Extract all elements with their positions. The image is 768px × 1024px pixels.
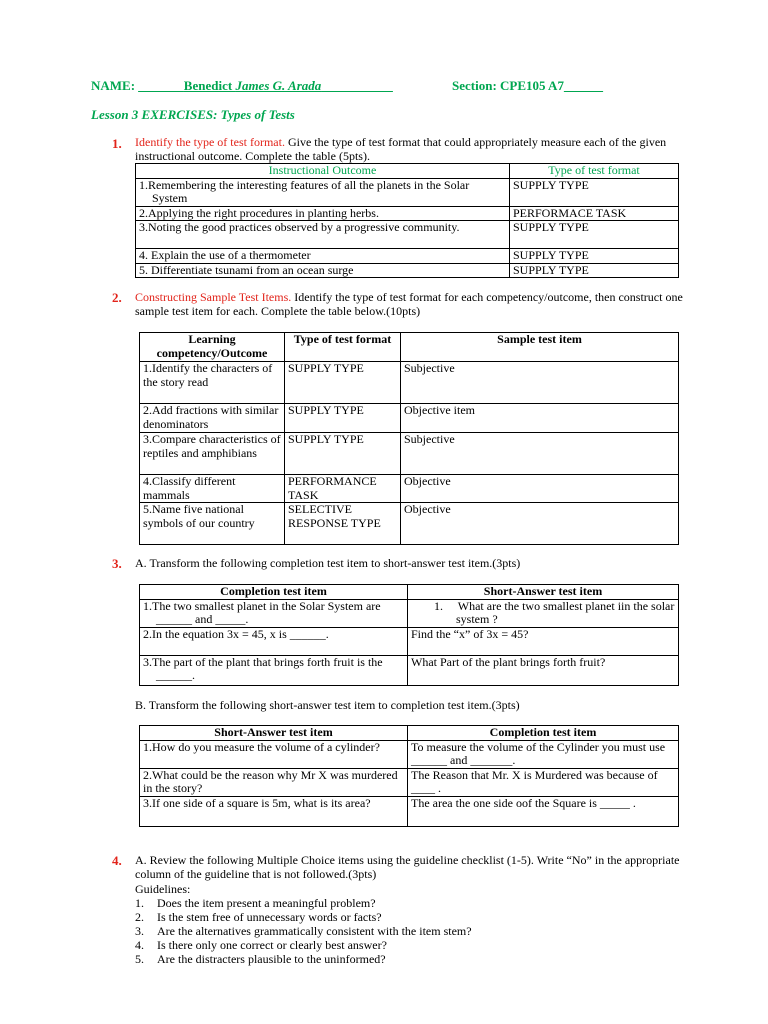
q3b-cell: The area the one side oof the Square is _____ .: [408, 796, 679, 826]
list-item: [135, 952, 472, 966]
list-item: [135, 924, 472, 938]
q3b-instructions: B. Transform the following short-answer test item to completion test item.(3pts): [135, 698, 520, 712]
guideline-text: Does the item present a meaningful problem?: [157, 896, 376, 910]
q2-cell: Subjective: [401, 362, 679, 404]
q2-header-sample: Sample test item: [401, 333, 679, 362]
name-line: [91, 78, 393, 94]
q2-cell: 5.Name five national symbols of our country: [140, 503, 285, 545]
q2-cell: 4.Classify different mammals: [140, 475, 285, 503]
q2-cell: PERFORMANCE TASK: [285, 475, 401, 503]
guideline-number: 2.: [135, 910, 144, 924]
name-first: Benedict: [183, 78, 236, 93]
q2-header-competency: Learning competency/Outcome: [140, 333, 285, 362]
q3a-table: [139, 584, 679, 686]
table-row: [136, 221, 679, 249]
q3a-header-completion: Completion test item: [140, 585, 408, 600]
q1-number: 1.: [112, 136, 122, 151]
q4-guidelines: [135, 882, 472, 966]
q1-cell: SUPPLY TYPE: [510, 178, 679, 206]
guidelines-list: [135, 896, 472, 966]
table-row: [140, 796, 679, 826]
q3b-cell: 1.How do you measure the volume of a cylinder?: [140, 740, 408, 768]
q2-cell: 1.Identify the characters of the story read: [140, 362, 285, 404]
table-row: [140, 740, 679, 768]
name-blank-suffix: ___________: [321, 78, 393, 93]
q2-text: Identify the type of test format for each competency/outcome, then construct one sample test item for each. Complete the table below.(10pts): [135, 290, 683, 318]
table-row: [136, 206, 679, 221]
q3a-instructions: A. Transform the following completion test item to short-answer test item.(3pts): [135, 556, 521, 570]
table-row: [140, 475, 679, 503]
table-row: [140, 503, 679, 545]
q3-number: 3.: [112, 556, 122, 571]
lesson-title: Lesson 3 EXERCISES: Types of Tests: [91, 107, 295, 122]
guideline-text: Is the stem free of unnecessary words or facts?: [157, 910, 382, 924]
table-row: [136, 263, 679, 278]
q2-instructions: [135, 291, 683, 318]
q2-cell: SUPPLY TYPE: [285, 433, 401, 475]
q3a-cell: 1.The two smallest planet in the Solar System are ______ and _____.: [140, 599, 408, 627]
name-value: [138, 78, 392, 93]
table-row: [140, 404, 679, 433]
q2-cell: Objective: [401, 503, 679, 545]
q2-cell: 2.Add fractions with similar denominators: [140, 404, 285, 433]
q1-cell: 4. Explain the use of a thermometer: [136, 249, 510, 264]
name-rest: James G. Arada: [235, 78, 322, 93]
q3b-header-completion: Completion test item: [408, 726, 679, 741]
q1-cell: SUPPLY TYPE: [510, 221, 679, 249]
q3a-cell: 3.The part of the plant that brings forth fruit is the ______.: [140, 655, 408, 685]
q1-cell: 1.Remembering the interesting features of all the planets in the Solar System: [136, 178, 510, 206]
table-row: [136, 178, 679, 206]
guideline-text: Is there only one correct or clearly best answer?: [157, 938, 387, 952]
guideline-text: Are the alternatives grammatically consistent with the item stem?: [157, 924, 472, 938]
q3a-cell: 2.In the equation 3x = 45, x is ______.: [140, 627, 408, 655]
q1-header-format: Type of test format: [510, 164, 679, 179]
q2-cell: Objective item: [401, 404, 679, 433]
q2-cell: SUPPLY TYPE: [285, 362, 401, 404]
table-row: [140, 599, 679, 627]
guideline-number: 1.: [135, 896, 144, 910]
q4-instructions: A. Review the following Multiple Choice items using the guideline checklist (1-5). Write “No” in the appropriate column of the guideline that is not followed.(3pts): [135, 853, 680, 881]
q2-number: 2.: [112, 290, 122, 305]
q3a-cell: 1. What are the two smallest planet iin the solar system ?: [408, 599, 679, 627]
q1-header-outcome: Instructional Outcome: [136, 164, 510, 179]
q3b-cell: To measure the volume of the Cylinder you must use ______ and _______.: [408, 740, 679, 768]
q2-table: [139, 332, 679, 545]
table-row: [136, 249, 679, 264]
list-item: [135, 910, 472, 924]
list-item: [135, 896, 472, 910]
q3b-header-short: Short-Answer test item: [140, 726, 408, 741]
q1-cell: 3.Noting the good practices observed by a progressive community.: [136, 221, 510, 249]
q2-cell: 3.Compare characteristics of reptiles and amphibians: [140, 433, 285, 475]
q2-lead: Constructing Sample Test Items.: [135, 290, 292, 304]
q2-cell: SUPPLY TYPE: [285, 404, 401, 433]
q1-table: [135, 163, 679, 278]
q1-cell: SUPPLY TYPE: [510, 249, 679, 264]
guideline-text: Are the distracters plausible to the uninformed?: [157, 952, 386, 966]
list-item: [135, 938, 472, 952]
q1-cell: SUPPLY TYPE: [510, 263, 679, 278]
q1-lead: Identify the type of test format.: [135, 135, 285, 149]
q2-header-format: Type of test format: [285, 333, 401, 362]
q3b-cell: 3.If one side of a square is 5m, what is its area?: [140, 796, 408, 826]
name-label: NAME:: [91, 78, 136, 93]
table-row: [140, 768, 679, 796]
q3a-cell: Find the “x” of 3x = 45?: [408, 627, 679, 655]
table-row: [140, 433, 679, 475]
guideline-number: 4.: [135, 938, 144, 952]
name-blank-prefix: _______: [138, 78, 184, 93]
q1-instructions: [135, 136, 683, 163]
section-blank: ______: [563, 78, 603, 93]
table-row: [140, 362, 679, 404]
section-label: Section: CPE105 A7: [452, 78, 564, 93]
q2-cell: Subjective: [401, 433, 679, 475]
q4-number: 4.: [112, 853, 122, 868]
q3b-cell: The Reason that Mr. X is Murdered was because of ____ .: [408, 768, 679, 796]
q1-cell: PERFORMACE TASK: [510, 206, 679, 221]
table-row: [140, 627, 679, 655]
table-row: [140, 655, 679, 685]
q1-text: Give the type of test format that could appropriately measure each of the given instructional outcome. Complete the table (5pts).: [135, 135, 667, 163]
guideline-number: 3.: [135, 924, 144, 938]
guideline-number: 5.: [135, 952, 144, 966]
q2-cell: SELECTIVE RESPONSE TYPE: [285, 503, 401, 545]
q3b-cell: 2.What could be the reason why Mr X was murdered in the story?: [140, 768, 408, 796]
q3b-table: [139, 725, 679, 827]
q2-cell: Objective: [401, 475, 679, 503]
q3a-header-short: Short-Answer test item: [408, 585, 679, 600]
q3a-cell: What Part of the plant brings forth fruit?: [408, 655, 679, 685]
q1-cell: 2.Applying the right procedures in planting herbs.: [136, 206, 510, 221]
section-line: [452, 78, 603, 94]
q1-cell: 5. Differentiate tsunami from an ocean surge: [136, 263, 510, 278]
guidelines-label: Guidelines:: [135, 882, 191, 896]
